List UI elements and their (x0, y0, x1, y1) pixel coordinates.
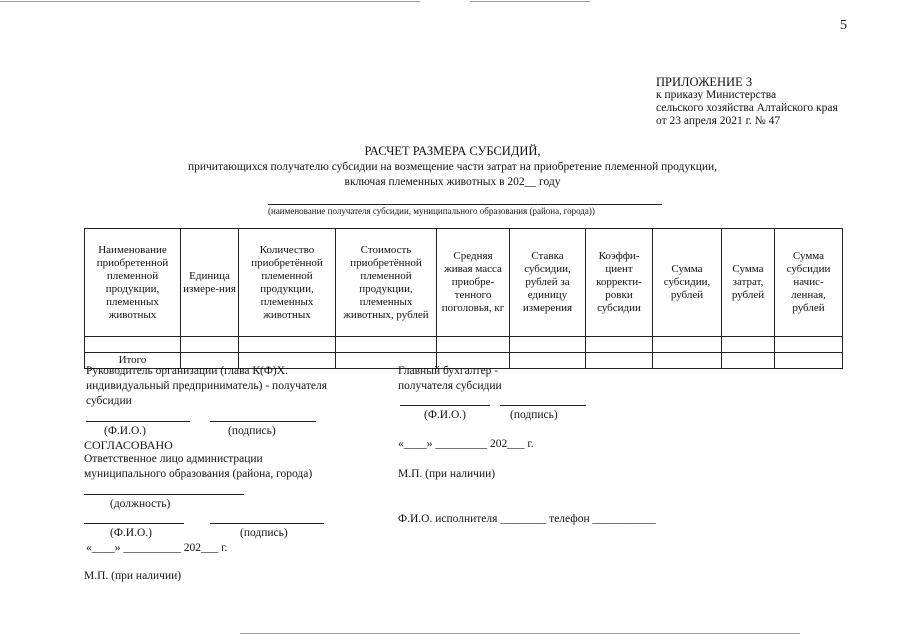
recipient-name-line (268, 204, 662, 205)
stamp-note-right: М.П. (при наличии) (398, 468, 496, 480)
table-cell[interactable] (653, 353, 722, 369)
appendix-block (656, 76, 838, 128)
position-line (84, 494, 244, 495)
responsible-line-2: муниципального образования (района, города) (84, 468, 313, 480)
table-header-row (85, 229, 843, 337)
head-signature-caption: (подпись) (228, 425, 276, 437)
head-fio-line (86, 421, 190, 422)
accountant-fio-caption: (Ф.И.О.) (424, 409, 466, 421)
table-cell[interactable] (722, 353, 775, 369)
document-subtitle-line-1: причитающихся получателю субсидии на возмещение части затрат на приобретение племенной продукции, (187, 161, 718, 173)
accountant-signature-caption: (подпись) (510, 409, 558, 421)
appendix-line-3: от 23 апреля 2021 г. № 47 (656, 115, 781, 127)
document-subtitle-line-2: включая племенных животных в 202__ году (344, 176, 561, 188)
header-rate: Ставка субсидии, рублей за единицу измерения (510, 229, 586, 337)
header-quantity: Количество приобретённой племенной продукции, племенных животных (239, 229, 336, 337)
header-subsidy-sum: Сумма субсидии, рублей (653, 229, 722, 337)
stamp-note-left: М.П. (при наличии) (84, 570, 182, 582)
table-cell[interactable] (775, 337, 843, 353)
table-cell[interactable] (239, 337, 336, 353)
table-cell[interactable] (586, 353, 653, 369)
document-title: РАСЧЕТ РАЗМЕРА СУБСИДИЙ, (364, 144, 541, 158)
responsible-fio-line (84, 523, 184, 524)
table-cell[interactable] (181, 337, 239, 353)
accountant-fio-line (400, 405, 490, 406)
scan-edge-bottom (240, 633, 800, 634)
date-line-left: «____» __________ 202___ г. (86, 542, 228, 554)
header-coefficient: Коэффи-циент корректи-ровки субсидии (586, 229, 653, 337)
chief-accountant-line-1: Главный бухгалтер - (398, 365, 499, 377)
responsible-line-1: Ответственное лицо администрации (84, 453, 263, 465)
executor-line: Ф.И.О. исполнителя ________ телефон ___________ (398, 513, 656, 525)
head-title-line-3: субсидии (86, 395, 132, 407)
head-title-line-2: индивидуальный предприниматель) - получателя (86, 380, 328, 392)
total-label: Итого (85, 353, 181, 369)
table-cell[interactable] (336, 337, 437, 353)
scan-edge-top (0, 1, 420, 2)
header-avg-weight: Средняя живая масса приобре-тенного поголовья, кг (437, 229, 510, 337)
table-cell[interactable] (586, 337, 653, 353)
header-cost: Стоимость приобретённой племенной продукции, племенных животных, рублей (336, 229, 437, 337)
header-accrued-sum: Сумма субсидии начис-ленная, рублей (775, 229, 843, 337)
head-signature-line (210, 421, 316, 422)
responsible-signature-caption: (подпись) (240, 527, 288, 539)
table-cell[interactable] (722, 337, 775, 353)
appendix-title: ПРИЛОЖЕНИЕ 3 (656, 75, 753, 89)
responsible-signature-line (210, 523, 324, 524)
subsidy-table (84, 228, 843, 369)
table-cell[interactable] (510, 353, 586, 369)
head-fio-caption: (Ф.И.О.) (104, 425, 146, 437)
appendix-line-2: сельского хозяйства Алтайского края (656, 102, 838, 114)
responsible-fio-caption: (Ф.И.О.) (110, 527, 152, 539)
table-cell[interactable] (437, 337, 510, 353)
header-unit: Единица измере-ния (181, 229, 239, 337)
table-cell[interactable] (775, 353, 843, 369)
page-number: 5 (840, 18, 847, 33)
table-row (85, 337, 843, 353)
recipient-caption: (наименование получателя субсидии, муниципального образования (района, города)) (268, 206, 595, 216)
table-cell[interactable] (510, 337, 586, 353)
chief-accountant-line-2: получателя субсидии (398, 380, 502, 392)
table-cell[interactable] (653, 337, 722, 353)
accountant-signature-line (500, 405, 586, 406)
header-costs-sum: Сумма затрат, рублей (722, 229, 775, 337)
position-caption: (должность) (110, 498, 171, 510)
appendix-line-1: к приказу Министерства (656, 89, 777, 101)
header-product-name: Наименование приобретенной племенной продукции, племенных животных (85, 229, 181, 337)
scan-edge-top-right (470, 1, 590, 2)
agreed-label: СОГЛАСОВАНО (84, 438, 173, 452)
table-cell[interactable] (85, 337, 181, 353)
date-line-right: «____» _________ 202___ г. (398, 438, 534, 450)
head-title-line-1: Руководитель организации (глава К(Ф)Х. (86, 365, 288, 377)
